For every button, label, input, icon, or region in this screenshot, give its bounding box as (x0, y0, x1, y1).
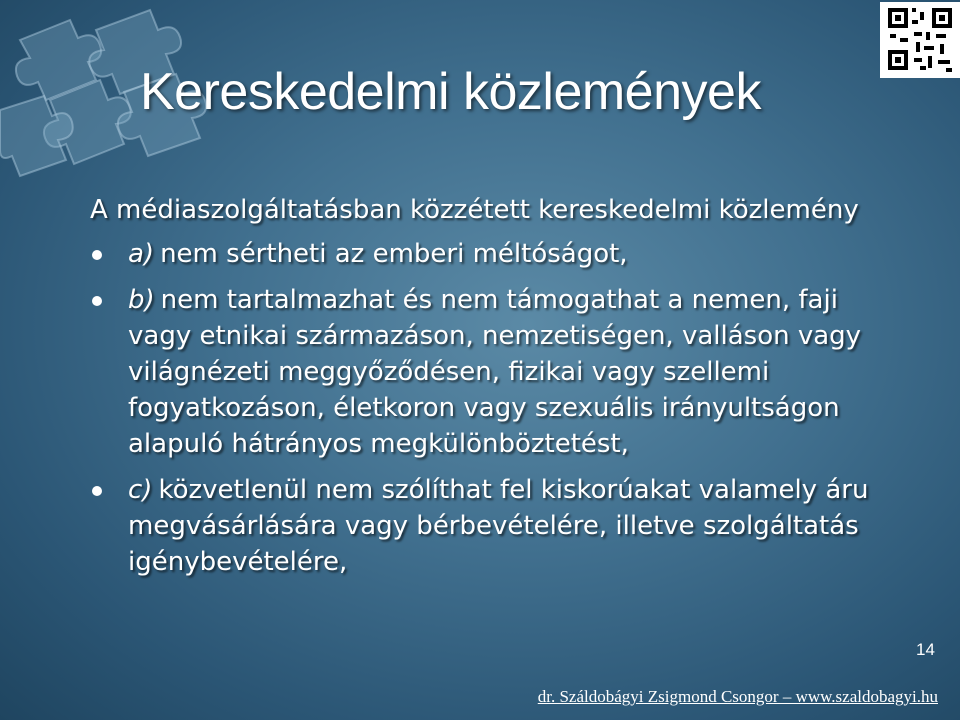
intro-text: A médiaszolgáltatásban közzétett kereskedelmi közlemény (90, 195, 859, 225)
item-letter: c) (128, 475, 153, 505)
item-letter: b) (128, 285, 155, 315)
slide-body (90, 192, 890, 590)
footer-credit-link[interactable]: dr. Száldobágyi Zsigmond Csongor – www.szaldobagyi.hu (537, 687, 938, 706)
bullet-dot-icon (92, 250, 102, 260)
bullet-dot-icon (92, 486, 102, 496)
item-letter: a) (128, 239, 155, 269)
item-text: nem sértheti az emberi méltóságot, (160, 239, 628, 269)
page-number: 14 (916, 640, 935, 659)
item-text: nem tartalmazhat és nem támogathat a nemen, faji vagy etnikai származáson, nemzetiségen, valláson vagy világnézeti meggyőződésen, fizikai vagy szellemi fogyatkozáson, életkoron vagy szexuális irányultságon alapuló hátrányos megkülönböztetést, (128, 285, 862, 459)
qr-code-icon (880, 2, 960, 78)
list-item-a (90, 236, 890, 272)
list-item-b (90, 282, 890, 462)
bullet-dot-icon (92, 296, 102, 306)
item-text: közvetlenül nem szólíthat fel kiskorúakat valamely áru megvásárlására vagy bérbevételére, illetve szolgáltatás igénybevételére, (128, 475, 869, 577)
list-item-c (90, 472, 890, 580)
slide-title: Kereskedelmi közlemények (140, 63, 761, 121)
